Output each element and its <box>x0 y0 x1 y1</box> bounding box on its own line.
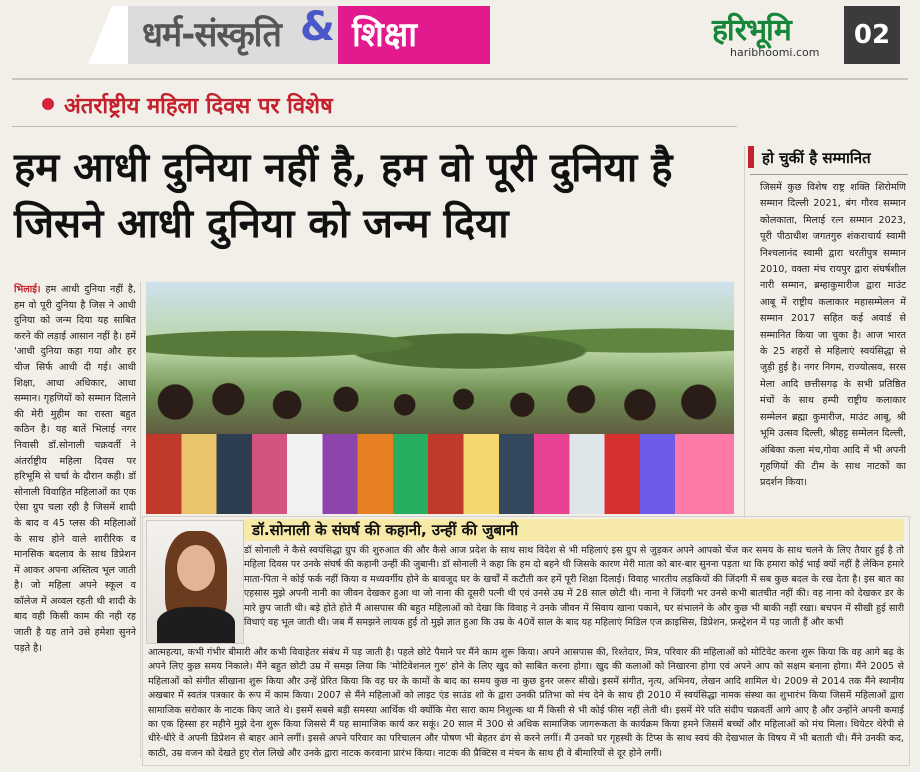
column-divider <box>140 282 141 758</box>
story-body-part2: आत्महत्या, कभी गंभीर बीमारी और कभी विवाहेतर संबंध में पड़ जाती है। पहले छोटे पैमाने पर मैंने काम शुरू किया। अपने आसपास की, रिश्तेदार, मित्र, परिवार की महिलाओं को मोटिवेट करना शुरू किया कि वह आगे बढ़ के अपने लिए कुछ समय निकाले। मैंने बहुत छोटी उम्र में समझ लिया कि 'मोटिवेशनल गुरु' होने के लिए खुद को साबित करना होगा। खुद की कलाओं को निखारना होगा एवं अपने आप को सक्षम बनाना होगा। मैंने 2005 से महिलाओं को संगीत सीखाना शुरू किया और उन्हें प्रेरित किया कि वह घर के कामों के बाद का समय कुछ ना कुछ हुनर जरूर सीखे। इसमें संगीत, नृत्य, अभिनय, लेखन आदि शामिल थे। 2009 से 2014 तक मैंने स्थानीय अखबार में स्वतंत्र पत्रकार के रूप में काम किया। 2007 से मैंने महिलाओं को लाइट एंड साउंड शो के द्वारा उनकी प्रतिभा को मंच देने के साथ ही 2010 में स्वयंसिद्धा नामक संस्था का शुभारंभ किया जिसमें महिलाओं द्वारा सामाजिक सरोकार के नाटक किए जाते थे। इसमें सबसे बड़ी समस्या आर्थिक थी क्योंकि मेरा सारा काम निशुल्क था मैं किसी से भी कोई फीस नहीं लेती थी। इसमें मेरे पति संदीप चक्रवर्ती आगे आए है और उन्होंने अपनी कमाई का एक हिस्सा हर महीने मुझे देना शुरू किया जिससे मैं यह सामाजिक कार्य कर सकूं। 20 साल में 300 से अधिक सामाजिक जागरूकता के कार्यक्रम किया हमने जिसमें बच्चों और महिलाओं को मंच मिला। थियेटर थेरेपी से धीरे-धीरे वे अपनी डिप्रेशन से बाहर आने लगीं। इससे अपने परिवार का परिचालन और पोषण भी बेहतर ढंग से करने लगीं। मैं उनको घर गृहस्थी के टिप्स के साथ स्वयं की देखभाल के विषय में भी बताती थी। मैंने उनकी कद, काठी, उम्र वजन को देखते हुए रोल लिखे और उनके द्वारा नाटक करवाना प्रारंभ किया। नाटक की प्रैक्टिस व मंचन के साथ ही वे बीमारियों से दूर होने लगीं। <box>148 647 904 759</box>
author-portrait <box>146 520 244 644</box>
portrait-face <box>177 545 215 591</box>
kicker-rule <box>12 126 737 127</box>
sidebar-body: जिसमें कुछ विशेष राष्ट्र शक्ति शिरोमणि सम्मान दिल्ली 2021, बंग गौरव सम्मान कोलकाता, मिलाई रत्न सम्मान 2023, पूरी पीठाधीश जगतगुरु शंकराचार्य स्वामी निश्चलानंद स्वामी द्वारा धरतीपुत्र सम्मान 2010, वक्ता मंच रायपुर द्वारा संघर्षशील नारी सम्मान, ब्रम्हाकुमारीज द्वारा माउंट आबू में राष्ट्रीय कलाकार महासम्मेलन में सम्मान 2017 सहित कई अवार्ड से सम्मानित किया जा चुका है। आज भारत के 25 शहरों से महिलाएं स्वयंसिद्धा से जुड़ी हुई है। नगर निगम, राज्योत्सव, सरस मेला आदि छत्तीसगढ़ के सभी प्रतिष्ठित मंचों के साथ हम्पी राष्ट्रीय कलाकार सम्मेलन ब्रह्मा कुमारीज, माउंट आबू, श्री भूमि उत्सव दिल्ली, श्रीहट्ट सम्मेलन दिल्ली, अंबिका कला मंच,गोवा आदि में भी अपनी गृहणियों की टीम के साथ नाटकों का प्रदर्शन किया। <box>760 182 906 489</box>
photo-crowd <box>146 374 734 514</box>
masthead <box>0 0 920 80</box>
section-label-shiksha: शिक्षा <box>352 15 418 55</box>
left-column-text <box>14 282 136 760</box>
haribhoomi-logo: हरिभूमि <box>712 13 791 48</box>
dateline: भिलाई। <box>14 284 41 295</box>
sidebar-rule <box>750 174 908 175</box>
story-title: डॉ.सोनाली के संघर्ष की कहानी, उन्हीं की जुबानी <box>252 521 519 539</box>
left-column-body: हम आधी दुनिया नहीं है, हम वो पूरी दुनिया है जिस ने आधी दुनिया को जन्म दिया यह साबित करने की लड़ाई आसान नहीं है। हमें 'आधी दुनिया कहा गया और हर चीज सिर्फ आधी दी गई। आधी शिक्षा, आधा अधिकार, आधा सम्मान। गृहणियों को सम्मान दिलाने की मेरी मुहीम का रास्ता बहुत कठिन है। यह बातें भिलाई नगर निवासी डॉ.सोनाली चक्रवर्ती ने अंतर्राष्ट्रीय महिला दिवस पर हरिभूमि से चर्चा के दौरान कही। डॉ सोनाली विवाहित महिलाओं का एक ऐसा ग्रुप चला रही है जिसमें शादी के बाद व 45 प्लस की महिलाओं के साथ होने वाले शारीरिक व मानसिक बदलाव के साथ डिप्रेशन में आकर अपना अस्तित्व भूल जाती है। जो महिला अपने स्कूल व कॉलेज में अव्वल रहती थी शादी के बाद वही किसी काम की नही रह जाती है यह ताने उसे हमेशा सुनने पड़ते है। <box>14 284 136 654</box>
header-rule <box>12 78 908 80</box>
portrait-body <box>157 607 235 644</box>
group-photo <box>146 282 734 514</box>
sidebar-accent-bar <box>748 146 754 168</box>
section-ampersand: & <box>300 4 335 50</box>
section-label-dharm: धर्म-संस्कृति <box>142 15 281 55</box>
page-number: 02 <box>844 6 900 64</box>
photo-trees <box>146 302 734 372</box>
sidebar-divider <box>744 146 745 518</box>
site-url: haribhoomi.com <box>730 46 820 59</box>
bullet-icon <box>42 98 54 110</box>
kicker: अंतर्राष्ट्रीय महिला दिवस पर विशेष <box>64 94 333 119</box>
story-body-part1: डॉ सोनाली ने कैसे स्वयंसिद्धा ग्रुप की शुरुआत की और कैसे आज प्रदेश के साथ साथ विदेश से भी महिलाएं इस ग्रुप से जुड़कर अपने आपको चेंज कर समय के साथ चलने के लिए तैयार हुई है तो महिला दिवस पर उनके संघर्ष की कहानी उन्हीं की जुबानी। डॉ सोनाली ने कहा कि हम दो बहने थी जिसके कारण मेरी माता को बार-बार सुनना पड़ता था कि हमारा कोई भाई क्यों नहीं है लेकिन हमारे माता-पिता ने कोई फर्क नहीं किया व मध्यवर्गीय होने के बावजूद घर के खर्चों में कटौती कर हमें पूरी शिक्षा दिलाई। विवाह भारतीय लड़कियों की जिंदगी में सब कुछ बदल के रख देता है। इस बात का एहसास मुझे अपनी नानी का जीवन देखकर हुआ था जो नाना की दूसरी पत्नी थी एवं उनसे उम्र में 28 साल छोटी थी। नाना ने जिंदगी भर उनसे कभी बातचीत नहीं की। वह नाना को देखकर डर के मारे छुप जाती थी। बड़े होते होते मैं आसपास की बहुत महिलाओं को देखा कि विवाह ने उनके जीवन में सिवाय खाना पकाने, घर संभालने के और कुछ भी बाकी नहीं रखा। बचपन में सीखी हुई सारी विधाएं वह भूल जाती थी। जब मैं समझने लायक हुई तो मुझे ज्ञात हुआ कि उम्र के 40वें साल के बाद यह महिलाएं मिडिल एज क्राइसिस, डिप्रेशन, फ्रस्ट्रेशन में पड़ जाती हैं और कभी <box>244 545 904 629</box>
sidebar-title: हो चुकीं है सम्मानित <box>762 149 871 167</box>
headline: हम आधी दुनिया नहीं है, हम वो पूरी दुनिया है जिसने आधी दुनिया को जन्म दिया <box>14 144 673 247</box>
